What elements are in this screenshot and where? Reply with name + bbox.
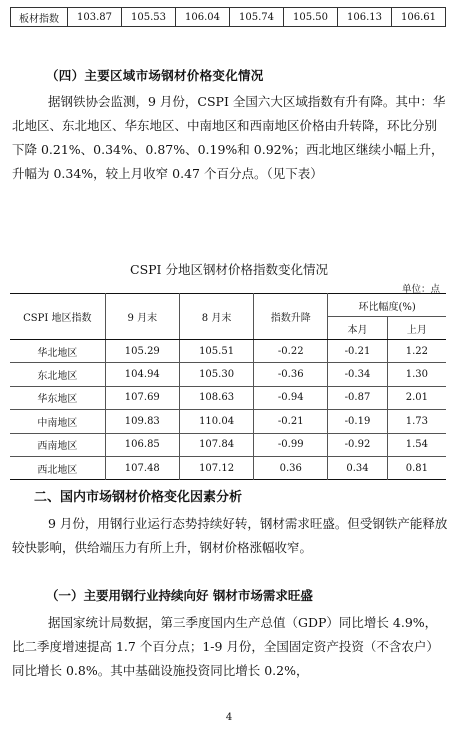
section-heading: （四）主要区域市场钢材价格变化情况 — [46, 68, 264, 83]
region-price-table — [10, 293, 446, 480]
table-cell: 华东地区 — [10, 386, 105, 409]
table-cell: 107.69 — [105, 386, 179, 409]
table-cell: 108.63 — [179, 386, 253, 409]
table-cell: 105.50 — [284, 8, 338, 27]
table-cell: 109.83 — [105, 410, 179, 433]
table-cell: -0.19 — [328, 410, 387, 433]
table-cell: 0.36 — [254, 456, 328, 479]
table-cell: 105.51 — [179, 340, 253, 363]
table-cell: 华北地区 — [10, 340, 105, 363]
subsection-heading: （一）主要用钢行业持续向好 钢材市场需求旺盛 — [46, 588, 313, 603]
paragraph: 据钢铁协会监测，9 月份，CSPI 全国六大区域指数有升有降。其中：华北地区、东北地区、华东地区、中南地区和西南地区价格由升转降，环比分别下降 0.21%、0.34%、0.87%、0.19%和 0.92%；西北地区继续小幅上升，升幅为 0.34%，较上月收窄 0.47 个百分点。（见下表） — [12, 94, 446, 181]
table-caption: CSPI 分地区钢材价格指数变化情况 — [130, 262, 328, 277]
table-cell: 1.22 — [387, 340, 446, 363]
table-cell: 106.04 — [176, 8, 230, 27]
top-table — [10, 7, 446, 27]
table-cell: 1.73 — [387, 410, 446, 433]
table-cell: -0.21 — [254, 410, 328, 433]
table-row — [10, 456, 446, 479]
table-cell: -0.22 — [254, 340, 328, 363]
table-cell: -0.99 — [254, 433, 328, 456]
table-cell: -0.92 — [328, 433, 387, 456]
table-cell: 中南地区 — [10, 410, 105, 433]
table-row — [10, 340, 446, 363]
column-header: 本月 — [328, 317, 387, 340]
table-cell: 0.34 — [328, 456, 387, 479]
table-row — [10, 386, 446, 409]
table-cell: -0.94 — [254, 386, 328, 409]
table-cell: 107.84 — [179, 433, 253, 456]
table-row — [11, 8, 446, 27]
table-row — [10, 410, 446, 433]
table-cell: 103.87 — [68, 8, 122, 27]
table-cell: -0.34 — [328, 363, 387, 386]
table-cell: 1.30 — [387, 363, 446, 386]
table-cell: 110.04 — [179, 410, 253, 433]
unit-label: 单位：点 — [401, 284, 440, 295]
table-cell: 106.61 — [392, 8, 446, 27]
table-cell: -0.87 — [328, 386, 387, 409]
table-cell: 105.30 — [179, 363, 253, 386]
table-cell: 西北地区 — [10, 456, 105, 479]
table-cell: 2.01 — [387, 386, 446, 409]
section-heading: 二、国内市场钢材价格变化因素分析 — [34, 490, 243, 505]
table-row — [10, 433, 446, 456]
table-cell: 105.29 — [105, 340, 179, 363]
column-header: 上月 — [387, 317, 446, 340]
table-cell: 107.12 — [179, 456, 253, 479]
table-cell: -0.36 — [254, 363, 328, 386]
column-header: 8 月末 — [179, 294, 253, 340]
column-header: 9 月末 — [105, 294, 179, 340]
column-header: 环比幅度(%) — [328, 294, 446, 317]
table-cell: 105.74 — [230, 8, 284, 27]
table-cell: 1.54 — [387, 433, 446, 456]
table-cell: 106.13 — [338, 8, 392, 27]
page-number: 4 — [225, 712, 233, 723]
row-label: 板材指数 — [11, 8, 68, 27]
table-cell: 106.85 — [105, 433, 179, 456]
table-cell: 西南地区 — [10, 433, 105, 456]
paragraph: 9 月份，用钢行业运行态势持续好转，钢材需求旺盛。但受钢铁产能释放较快影响，供给端压力有所上升，钢材价格涨幅收窄。 — [12, 516, 448, 555]
table-cell: 104.94 — [105, 363, 179, 386]
table-cell: 0.81 — [387, 456, 446, 479]
table-cell: -0.21 — [328, 340, 387, 363]
table-cell: 107.48 — [105, 456, 179, 479]
column-header: CSPI 地区指数 — [10, 294, 105, 340]
table-cell: 东北地区 — [10, 363, 105, 386]
table-cell: 105.53 — [122, 8, 176, 27]
paragraph: 据国家统计局数据，第三季度国内生产总值（GDP）同比增长 4.9%，比二季度增速提高 1.7 个百分点；1-9 月份，全国固定资产投资（不含农户）同比增长 0.8%。其中基础设施投资同比增长 0.2%， — [12, 615, 439, 678]
column-header: 指数升降 — [254, 294, 328, 340]
table-row — [10, 363, 446, 386]
